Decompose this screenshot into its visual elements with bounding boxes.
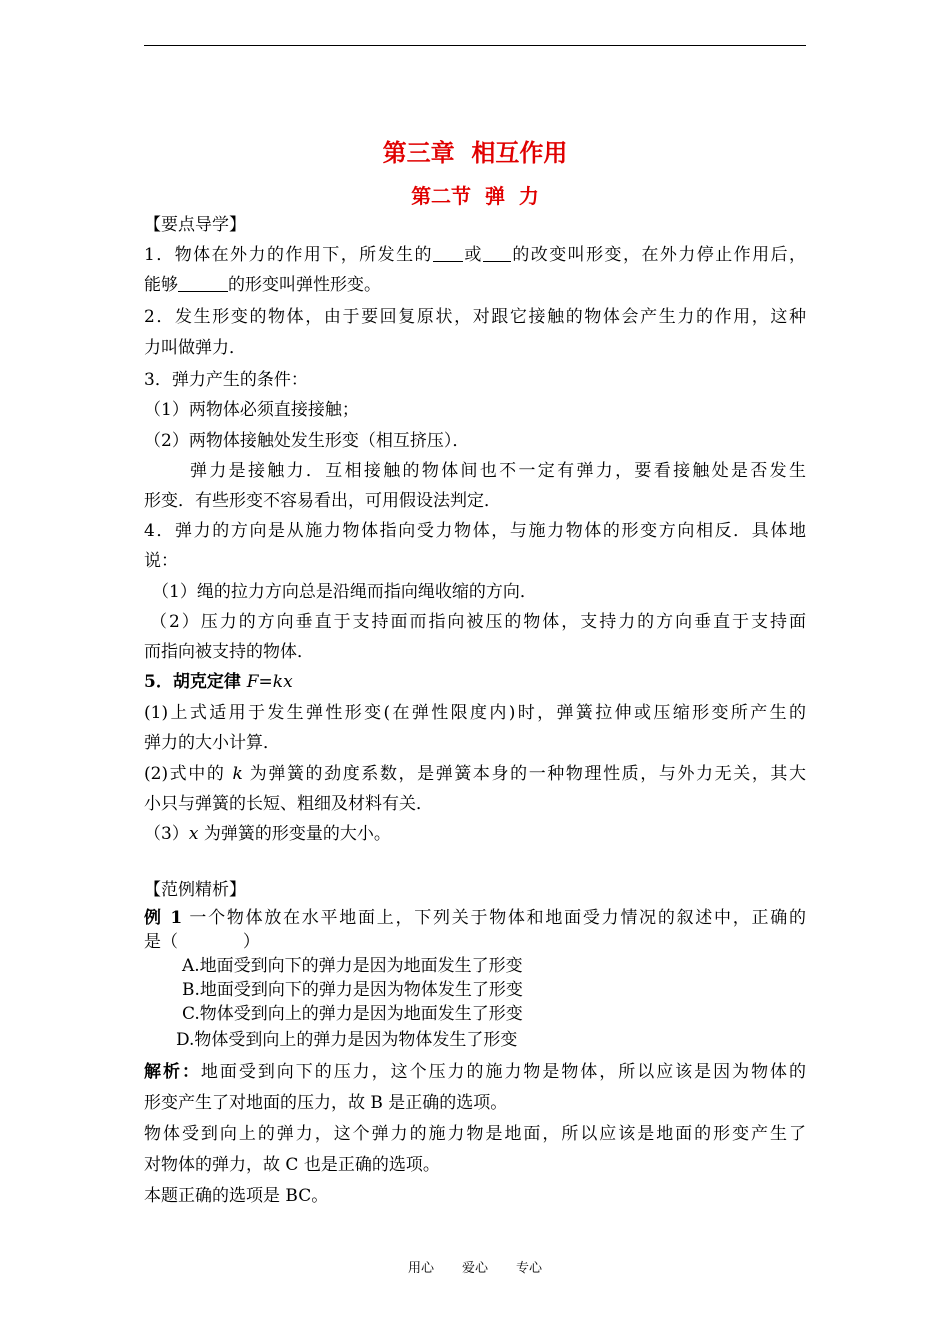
paragraph-5-line-3: (2)式中的 k 为弹簧的劲度系数，是弹簧本身的一种物理性质，与外力无关，其大 [144,764,807,784]
paragraph-3-line-1: 3．弹力产生的条件： [144,370,308,390]
fill-blank-2 [483,245,511,262]
paragraph-4-line-2: 说： [144,551,178,571]
paragraph-4-line-4: （2）压力的方向垂直于支持面而指向被压的物体，支持力的方向垂直于支持面 [150,612,806,632]
hooke-law-formula: F=kx [246,672,293,692]
paragraph-3-line-2: （1）两物体必须直接接触； [144,400,359,420]
paragraph-5-line-1: (1)上式适用于发生弹性形变(在弹性限度内)时，弹簧拉伸或压缩形变所产生的 [144,703,806,723]
analysis-line-2: 形变产生了对地面的压力，故 B 是正确的选项。 [144,1093,508,1113]
paragraph-5-line-5: （3）x 为弹簧的形变量的大小。 [144,824,391,844]
paragraph-3-line-4: 弹力是接触力．互相接触的物体间也不一定有弹力，要看接触处是否发生 [190,461,806,481]
page-footer [0,1257,950,1276]
header-rule [144,45,806,46]
option-a: A.地面受到向下的弹力是因为地面发生了形变 [182,956,523,976]
analysis-line-3: 物体受到向上的弹力，这个弹力的施力物是地面，所以应该是地面的形变产生了 [144,1124,806,1144]
footer-word-2: 爱心 [461,1261,488,1276]
fill-blank-3 [178,275,228,292]
answer-line: 本题正确的选项是 BC。 [144,1186,329,1206]
paragraph-3-line-5: 形变．有些形变不容易看出，可用假设法判定． [144,491,501,511]
footer-word-1: 用心 [407,1261,434,1276]
analysis-line-1: 解析：地面受到向下的压力，这个压力的施力物是物体，所以应该是因为物体的 [144,1062,807,1082]
paragraph-2-line-2: 力叫做弹力． [144,338,246,358]
paragraph-4-line-3: （1）绳的拉力方向总是沿绳而指向绳收缩的方向． [152,582,537,602]
paragraph-1-line-2: 能够 的形变叫弹性形变。 [144,275,381,295]
paragraph-5-line-4: 小只与弹簧的长短、粗细及材料有关． [144,794,433,814]
paragraph-2-line-1: 2．发生形变的物体，由于要回复原状，对跟它接触的物体会产生力的作用，这种 [144,307,806,327]
footer-word-3: 专心 [516,1261,543,1276]
option-d: D.物体受到向上的弹力是因为物体发生了形变 [176,1030,518,1050]
fill-blank-1 [433,245,463,262]
analysis-line-4: 对物体的弹力，故 C 也是正确的选项。 [144,1155,440,1175]
hooke-law-heading: 5．胡克定律 F=kx [144,672,293,692]
paragraph-5-line-2: 弹力的大小计算． [144,733,280,753]
section-heading-key-points: 【要点导学】 [144,215,246,235]
option-c: C.物体受到向上的弹力是因为地面发生了形变 [182,1004,523,1024]
section-title: 第二节 弹 力 [411,184,539,208]
example-1-question-line-1: 例 1 一个物体放在水平地面上，下列关于物体和地面受力情况的叙述中，正确的 [144,908,807,928]
paragraph-1-line-1: 1．物体在外力的作用下，所发生的 或 的改变叫形变，在外力停止作用后， [144,245,807,265]
example-1-question-line-2: 是（ ） [144,932,260,952]
section-heading-examples: 【范例精析】 [144,880,246,900]
chapter-title: 第三章 相互作用 [382,138,568,167]
option-b: B.地面受到向下的弹力是因为物体发生了形变 [182,980,523,1000]
paragraph-4-line-5: 而指向被支持的物体． [144,642,314,662]
paragraph-4-line-1: 4．弹力的方向是从施力物体指向受力物体，与施力物体的形变方向相反．具体地 [144,521,806,541]
paragraph-3-line-3: （2）两物体接触处发生形变（相互挤压）． [144,431,470,451]
